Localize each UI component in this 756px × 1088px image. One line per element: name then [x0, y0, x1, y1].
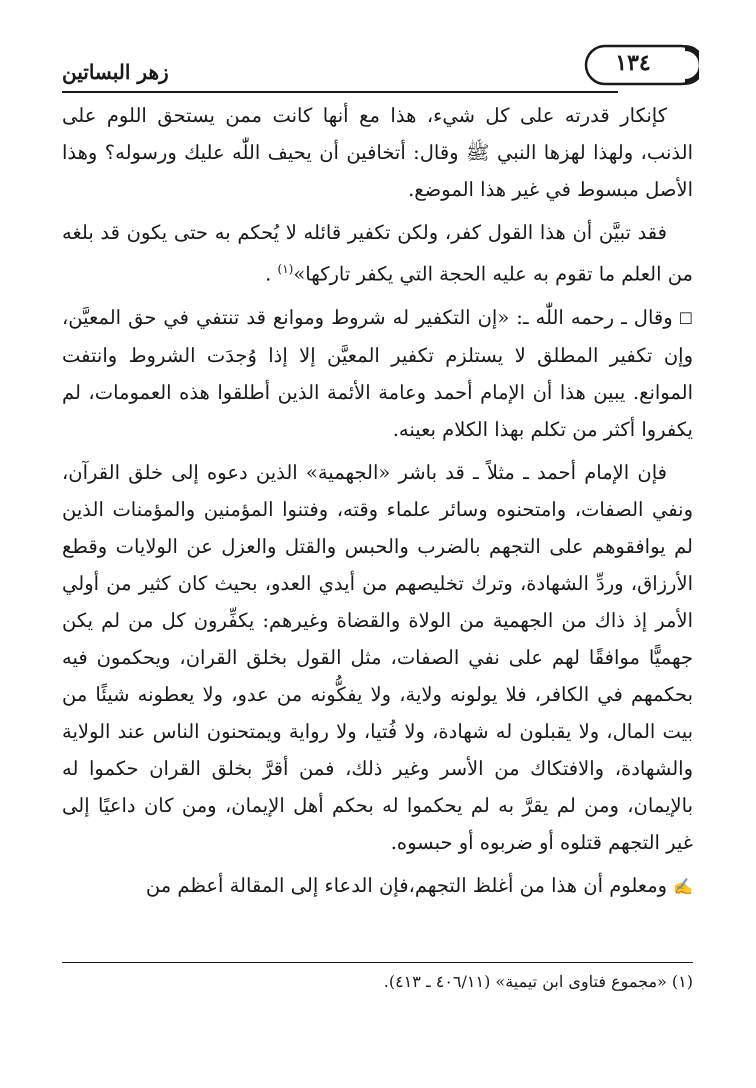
paragraph-3-text: وقال ـ رحمه اللّٰه ـ: «إن التكفير له شروط وموانع قد تنتفي في حق المعيَّن، وإن تكفير المطلق لا يستلزم تكفير المعيَّن إلا إذا وُجدَت الشروط وانتفت الموانع. يبين هذا أن الإمام أحمد وعامة الأئمة الذين أطلقوا هذه العمومات، لم يكفروا أكثر من تكلم بهذا الكلام بعينه.: [62, 305, 693, 441]
book-title: زهر البساتين: [62, 60, 169, 84]
paragraph-5: [62, 867, 693, 905]
paragraph-1: كإنكار قدرته على كل شيء، هذا مع أنها كانت ممن يستحق اللوم على الذنب، ولهذا لهزها النبي ﷺ وقال: أتخافين أن يحيف اللّٰه عليك ورسوله؟ وهذا الأصل مبسوط في غير هذا الموضع.: [62, 104, 693, 201]
paragraph-3: [62, 299, 693, 448]
pen-marker-icon: ✍: [673, 876, 693, 896]
paragraph-2-end: .: [265, 262, 278, 286]
footnote-divider: [62, 962, 693, 963]
footnote: (١) «مجموع فتاوى ابن تيمية» (٤٠٦/١١ ـ ٤١٣).: [383, 972, 693, 991]
page-number: ١٣٤: [615, 50, 651, 76]
footnote-reference[interactable]: (١): [277, 262, 294, 276]
square-marker-icon: ☐: [678, 308, 693, 328]
header-divider: [62, 91, 618, 93]
paragraph-2: [62, 214, 693, 293]
paragraph-4: فإن الإمام أحمد ـ مثلاً ـ قد باشر «الجهمية» الذين دعوه إلى خلق القرآن، ونفي الصفات، وامتحنوه وسائر علماء وقته، وفتنوا المؤمنين والمؤمنات الذين لم يوافقوهم على التجهم بالضرب والحبس والقتل والعزل عن الولايات وقطع الأرزاق، وردِّ الشهادة، وترك تخليصهم من أيدي العدو، بحيث كان كثير من أولي الأمر إذ ذاك من الجهمية من الولاة والقضاة وغيرهم: يكفِّرون كل من لم يكن جهميًّا موافقًا لهم على نفي الصفات، مثل القول بخلق القران، ويحكمون فيه بحكمهم في الكافر، فلا يولونه ولاية، ولا يفكُّونه من عدو، ولا يعطونه شيئًا من بيت المال، ولا يقبلون له شهادة، ولا فُتيا، ولا رواية ويمتحنون الناس عند الولاية والشهادة، والافتكاك من الأسر وغير ذلك، فمن أقرَّ بخلق القران حكموا له بالإيمان، ومن لم يقرَّ به لم يحكموا له بحكم أهل الإيمان، ومن كان داعيًا إلى غير التجهم قتلوه أو ضربوه أو حبسوه.: [62, 460, 693, 854]
main-text: [62, 97, 693, 905]
paragraph-2-text: فقد تبيَّن أن هذا القول كفر، ولكن تكفير قائله لا يُحكم به حتى يكون قد بلغه من العلم ما تقوم به عليه الحجة التي يكفر تاركها»: [62, 221, 693, 286]
paragraph-5-text: ومعلوم أن هذا من أغلظ التجهم،فإن الدعاء إلى المقالة أعظم من: [145, 873, 668, 897]
page-header: [62, 38, 661, 90]
page-number-badge: [577, 43, 699, 87]
